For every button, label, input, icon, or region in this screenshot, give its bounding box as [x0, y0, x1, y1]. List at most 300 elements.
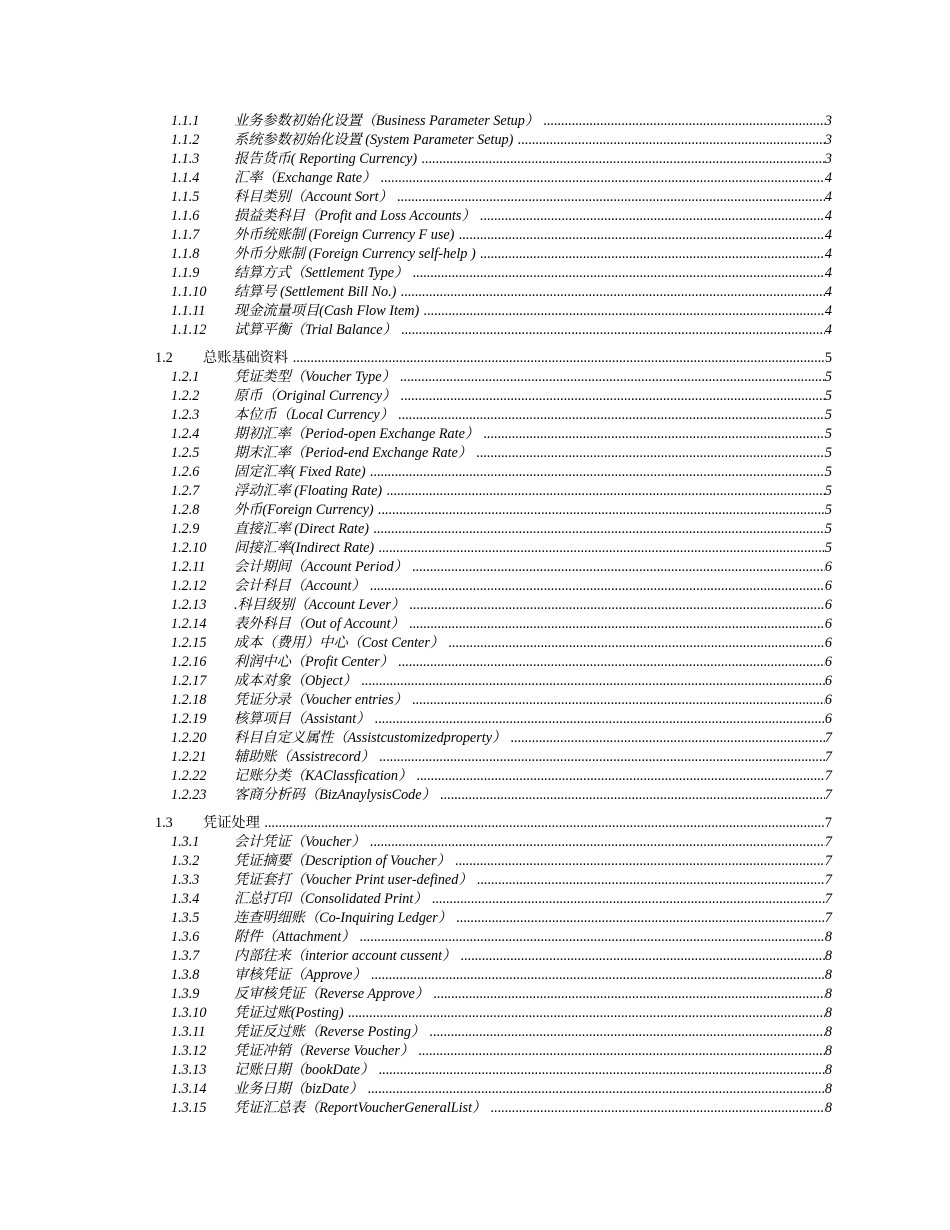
toc-page-number-cell	[820, 406, 832, 425]
toc-entry-title-leader	[203, 814, 832, 833]
toc-entry-title: 汇总打印（Consolidated Print）	[234, 891, 428, 907]
toc-section-entry[interactable]	[0, 814, 950, 833]
toc-entry-number: 1.3.6	[171, 929, 200, 945]
toc-entry-title-leader	[234, 207, 832, 226]
toc-entry-title-leader	[234, 406, 832, 425]
toc-page-number-cell	[820, 634, 832, 653]
toc-entry-title-leader	[234, 539, 832, 558]
toc-entry-title: 本位币（Local Currency）	[234, 407, 394, 423]
toc-page-number-cell	[820, 966, 832, 985]
toc-entry-title-leader	[234, 368, 832, 387]
toc-entry-number: 1.1.3	[171, 151, 200, 167]
toc-entry-title: 损益类科目（Profit and Loss Accounts）	[234, 208, 476, 224]
toc-page-number: 8	[824, 1024, 832, 1040]
toc-page-number-cell	[820, 852, 832, 871]
toc-entry[interactable]	[0, 188, 950, 207]
toc-entry-title-leader	[234, 767, 832, 786]
toc-entry-title: 固定汇率( Fixed Rate)	[234, 464, 366, 480]
toc-entry-title-leader	[234, 786, 832, 805]
toc-entry-title: 表外科目（Out of Account）	[234, 616, 405, 632]
toc-entry-title: 记账分类（KAClassfication）	[234, 768, 413, 784]
toc-page-number: 3	[824, 113, 832, 129]
toc-entry-title: 期初汇率（Period-open Exchange Rate）	[234, 426, 480, 442]
toc-entry-number: 1.1.11	[171, 303, 206, 319]
toc-entry[interactable]	[0, 368, 950, 387]
toc-page-number: 4	[824, 170, 832, 186]
toc-entry-title-leader	[234, 852, 832, 871]
toc-entry-title: 成本对象（Object）	[234, 673, 357, 689]
toc-entry-title-leader	[234, 302, 832, 321]
toc-entry-title: 间接汇率(Indirect Rate)	[234, 540, 375, 556]
toc-page-number-cell	[820, 814, 832, 833]
toc-entry-number: 1.1.6	[171, 208, 200, 224]
toc-entry-title: 业务参数初始化设置（Business Parameter Setup）	[234, 113, 540, 129]
toc-entry-title: 会计凭证（Voucher）	[234, 834, 366, 850]
toc-entry-title: 现金流量项目(Cash Flow Item)	[234, 303, 420, 319]
toc-entry-title: .科目级别（Account Lever）	[234, 597, 406, 613]
toc-page-number-cell	[820, 321, 832, 340]
toc-entry-number: 1.2.4	[171, 426, 200, 442]
toc-entry-number: 1.2.7	[171, 483, 200, 499]
toc-page-number: 4	[824, 265, 832, 281]
toc-page-number: 5	[824, 388, 832, 404]
toc-entry-title-leader	[234, 264, 832, 283]
toc-page-number-cell	[820, 1004, 832, 1023]
toc-entry-title-leader	[234, 1080, 832, 1099]
toc-page-number-cell	[820, 748, 832, 767]
toc-page-number-cell	[820, 909, 832, 928]
toc-entry-title-leader	[234, 444, 832, 463]
toc-page-number-cell	[820, 463, 832, 482]
toc-entry-title: 成本（费用）中心（Cost Center）	[234, 635, 445, 651]
toc-page-number-cell	[820, 349, 832, 368]
toc-entry-number: 1.2.2	[171, 388, 200, 404]
toc-entry-title: 外币分账制 (Foreign Currency self-help )	[234, 246, 476, 262]
toc-entry-title: 外币统账制 (Foreign Currency F use)	[234, 227, 455, 243]
toc-entry[interactable]	[0, 539, 950, 558]
toc-page-number-cell	[820, 786, 832, 805]
toc-entry-number: 1.3.2	[171, 853, 200, 869]
toc-entry-title-leader	[234, 1023, 832, 1042]
toc-page-number: 6	[824, 578, 832, 594]
toc-page-number-cell	[820, 368, 832, 387]
toc-entry-title: 凭证套打（Voucher Print user-defined）	[234, 872, 473, 888]
toc-entry-number: 1.2.21	[171, 749, 207, 765]
toc-entry[interactable]	[0, 283, 950, 302]
toc-page-number: 7	[824, 749, 832, 765]
toc-page-number: 7	[824, 834, 832, 850]
toc-page-number: 5	[824, 369, 832, 385]
toc-entry-title: 试算平衡（Trial Balance）	[234, 322, 397, 338]
toc-page-number-cell	[820, 985, 832, 1004]
toc-entry-number: 1.2.18	[171, 692, 207, 708]
toc-page-number-cell	[820, 387, 832, 406]
toc-entry-title-leader	[234, 1004, 832, 1023]
toc-page-number-cell	[820, 1061, 832, 1080]
toc-entry-title-leader	[234, 501, 832, 520]
toc-entry-title-leader	[234, 1061, 832, 1080]
toc-entry-title-leader	[234, 653, 832, 672]
toc-entry-number: 1.2.15	[171, 635, 207, 651]
toc-entry[interactable]	[0, 425, 950, 444]
toc-entry[interactable]	[0, 1042, 950, 1061]
toc-entry-title: 系统参数初始化设置 (System Parameter Setup)	[234, 132, 514, 148]
toc-entry-title: 审核凭证（Approve）	[234, 967, 367, 983]
toc-entry[interactable]	[0, 1080, 950, 1099]
toc-entry-number: 1.3.12	[171, 1043, 207, 1059]
toc-entry-number: 1.1.7	[171, 227, 200, 243]
toc-entry-number: 1.2.8	[171, 502, 200, 518]
toc-page-number-cell	[820, 207, 832, 226]
toc-page-number: 5	[824, 521, 832, 537]
toc-entry-title-leader	[234, 909, 832, 928]
toc-page-number-cell	[820, 539, 832, 558]
toc-entry-title-leader	[234, 169, 832, 188]
toc-page-number: 8	[824, 1100, 832, 1116]
toc-page-number-cell	[820, 596, 832, 615]
toc-entry[interactable]	[0, 482, 950, 501]
toc-page-number: 4	[824, 284, 832, 300]
toc-page-number: 4	[824, 322, 832, 338]
toc-page-number: 7	[824, 872, 832, 888]
toc-entry[interactable]	[0, 463, 950, 482]
toc-entry-title-leader	[234, 729, 832, 748]
toc-entry-title: 反审核凭证（Reverse Approve）	[234, 986, 430, 1002]
toc-entry[interactable]	[0, 501, 950, 520]
toc-entry[interactable]	[0, 729, 950, 748]
toc-page-number-cell	[820, 444, 832, 463]
toc-entry-number: 1.2.11	[171, 559, 206, 575]
toc-entry-title: 凭证过账(Posting)	[234, 1005, 344, 1021]
toc-page-number-cell	[820, 1042, 832, 1061]
toc-page-number: 6	[824, 635, 832, 651]
toc-entry[interactable]	[0, 245, 950, 264]
toc-section-entry[interactable]	[0, 349, 950, 368]
toc-entry-title-leader	[234, 1099, 832, 1118]
table-of-contents	[0, 112, 950, 1118]
toc-entry[interactable]	[0, 387, 950, 406]
toc-entry[interactable]	[0, 207, 950, 226]
toc-entry-number: 1.3	[155, 815, 173, 831]
toc-entry-number: 1.2.6	[171, 464, 200, 480]
toc-page-number: 6	[824, 711, 832, 727]
toc-entry-title-leader	[234, 131, 832, 150]
toc-entry-title: 凭证汇总表（ReportVoucherGeneralList）	[234, 1100, 487, 1116]
toc-entry[interactable]	[0, 947, 950, 966]
toc-entry-number: 1.1.9	[171, 265, 200, 281]
toc-entry-number: 1.3.14	[171, 1081, 207, 1097]
toc-entry[interactable]	[0, 985, 950, 1004]
toc-entry-title: 期末汇率（Period-end Exchange Rate）	[234, 445, 472, 461]
toc-page-number-cell	[820, 710, 832, 729]
toc-entry-number: 1.2.5	[171, 445, 200, 461]
toc-page-number: 8	[824, 1081, 832, 1097]
toc-page-number: 6	[824, 654, 832, 670]
toc-entry[interactable]	[0, 1023, 950, 1042]
toc-page-number-cell	[820, 425, 832, 444]
toc-entry-title: 客商分析码（BizAnaylysisCode）	[234, 787, 436, 803]
toc-entry-title-leader	[234, 387, 832, 406]
toc-page-number: 4	[824, 246, 832, 262]
toc-entry-title: 辅助账（Assistrecord）	[234, 749, 375, 765]
toc-page-number-cell	[820, 947, 832, 966]
toc-entry-title: 凭证冲销（Reverse Voucher）	[234, 1043, 415, 1059]
toc-entry-title-leader	[234, 150, 832, 169]
toc-entry[interactable]	[0, 909, 950, 928]
toc-entry-number: 1.3.1	[171, 834, 200, 850]
toc-page-number: 7	[824, 787, 832, 803]
toc-entry-number: 1.3.15	[171, 1100, 207, 1116]
toc-entry[interactable]	[0, 653, 950, 672]
toc-entry[interactable]	[0, 710, 950, 729]
toc-page-number-cell	[820, 833, 832, 852]
toc-page-number: 8	[824, 948, 832, 964]
toc-page-number-cell	[820, 302, 832, 321]
toc-page-number: 7	[824, 891, 832, 907]
toc-page-number-cell	[820, 150, 832, 169]
toc-entry-number: 1.2.17	[171, 673, 207, 689]
toc-page-number: 5	[824, 426, 832, 442]
toc-entry-number: 1.2.23	[171, 787, 207, 803]
toc-page-number: 3	[824, 151, 832, 167]
toc-entry[interactable]	[0, 321, 950, 340]
toc-page-number: 5	[824, 502, 832, 518]
toc-page-number: 5	[824, 464, 832, 480]
toc-entry-title-leader	[234, 710, 832, 729]
toc-entry-title: 凭证反过账（Reverse Posting）	[234, 1024, 426, 1040]
toc-page-number: 7	[824, 730, 832, 746]
toc-entry[interactable]	[0, 169, 950, 188]
toc-entry-number: 1.2.13	[171, 597, 207, 613]
toc-page-number: 5	[824, 350, 832, 366]
toc-page-number: 8	[824, 1043, 832, 1059]
toc-entry[interactable]	[0, 966, 950, 985]
toc-entry-title: 汇率（Exchange Rate）	[234, 170, 377, 186]
toc-entry[interactable]	[0, 852, 950, 871]
toc-page-number-cell	[820, 615, 832, 634]
toc-page-number-cell	[820, 520, 832, 539]
toc-page-number: 8	[824, 1062, 832, 1078]
toc-entry-title-leader	[234, 928, 832, 947]
toc-entry-title-leader	[234, 520, 832, 539]
toc-page-number: 8	[824, 1005, 832, 1021]
toc-entry-title: 利润中心（Profit Center）	[234, 654, 394, 670]
toc-entry-number: 1.3.13	[171, 1062, 207, 1078]
toc-entry-number: 1.2.19	[171, 711, 207, 727]
toc-entry-title-leader	[234, 615, 832, 634]
toc-entry-number: 1.2.1	[171, 369, 200, 385]
toc-page-number: 7	[824, 910, 832, 926]
toc-entry-title: 连查明细账（Co-Inquiring Ledger）	[234, 910, 452, 926]
toc-page-number-cell	[820, 226, 832, 245]
toc-page-number: 4	[824, 227, 832, 243]
toc-page-number: 4	[824, 208, 832, 224]
toc-entry-number: 1.2.14	[171, 616, 207, 632]
toc-entry-title: 内部往来（interior account cussent）	[234, 948, 457, 964]
toc-entry-number: 1.3.3	[171, 872, 200, 888]
toc-entry-title-leader	[234, 112, 832, 131]
toc-entry[interactable]	[0, 634, 950, 653]
toc-page-number: 6	[824, 597, 832, 613]
toc-entry-number: 1.1.4	[171, 170, 200, 186]
toc-entry[interactable]	[0, 226, 950, 245]
toc-entry[interactable]	[0, 131, 950, 150]
toc-entry[interactable]	[0, 691, 950, 710]
toc-page-number-cell	[820, 1099, 832, 1118]
toc-entry-title-leader	[234, 748, 832, 767]
toc-entry-title: 业务日期（bizDate）	[234, 1081, 364, 1097]
toc-entry[interactable]	[0, 1004, 950, 1023]
toc-entry-title: 直接汇率 (Direct Rate)	[234, 521, 370, 537]
toc-page-number-cell	[820, 558, 832, 577]
toc-entry[interactable]	[0, 444, 950, 463]
toc-entry[interactable]	[0, 596, 950, 615]
toc-entry[interactable]	[0, 406, 950, 425]
toc-entry-title-leader	[234, 966, 832, 985]
toc-entry[interactable]	[0, 767, 950, 786]
toc-entry[interactable]	[0, 577, 950, 596]
toc-entry-title: 核算项目（Assistant）	[234, 711, 371, 727]
toc-entry-title: 会计科目（Account）	[234, 578, 366, 594]
toc-page-number-cell	[820, 890, 832, 909]
toc-page-number: 5	[824, 540, 832, 556]
toc-entry[interactable]	[0, 928, 950, 947]
toc-entry[interactable]	[0, 302, 950, 321]
toc-page-number-cell	[820, 245, 832, 264]
toc-entry-title: 凭证分录（Voucher entries）	[234, 692, 408, 708]
toc-page-number-cell	[820, 501, 832, 520]
toc-page-number-cell	[820, 112, 832, 131]
toc-entry-title-leader	[234, 283, 832, 302]
toc-page-number-cell	[820, 767, 832, 786]
toc-entry[interactable]	[0, 786, 950, 805]
toc-page-number-cell	[820, 672, 832, 691]
toc-page-number: 3	[824, 132, 832, 148]
toc-entry[interactable]	[0, 264, 950, 283]
toc-entry-number: 1.3.8	[171, 967, 200, 983]
toc-page-number: 4	[824, 189, 832, 205]
toc-page-number-cell	[820, 577, 832, 596]
toc-entry-title: 科目自定义属性（Assistcustomizedproperty）	[234, 730, 507, 746]
toc-entry-title-leader	[234, 226, 832, 245]
toc-entry[interactable]	[0, 615, 950, 634]
toc-entry-number: 1.2.9	[171, 521, 200, 537]
toc-entry[interactable]	[0, 748, 950, 767]
toc-entry-title: 记账日期（bookDate）	[234, 1062, 375, 1078]
toc-entry-title-leader	[234, 425, 832, 444]
toc-entry[interactable]	[0, 672, 950, 691]
toc-entry-number: 1.2.3	[171, 407, 200, 423]
toc-entry[interactable]	[0, 833, 950, 852]
toc-entry[interactable]	[0, 1061, 950, 1080]
toc-entry-title-leader	[234, 245, 832, 264]
toc-entry-title-leader	[234, 947, 832, 966]
toc-entry-number: 1.3.10	[171, 1005, 207, 1021]
toc-entry-title: 浮动汇率 (Floating Rate)	[234, 483, 383, 499]
toc-entry[interactable]	[0, 871, 950, 890]
toc-entry-number: 1.1.8	[171, 246, 200, 262]
toc-entry-title-leader	[234, 596, 832, 615]
toc-entry-title: 凭证处理	[203, 815, 260, 831]
toc-page-number-cell	[820, 928, 832, 947]
toc-entry-number: 1.3.4	[171, 891, 200, 907]
toc-page-number: 8	[824, 986, 832, 1002]
toc-entry-number: 1.1.2	[171, 132, 200, 148]
toc-page-number-cell	[820, 871, 832, 890]
toc-entry-number: 1.2.20	[171, 730, 207, 746]
toc-entry-number: 1.1.1	[171, 113, 200, 129]
toc-entry-number: 1.2.12	[171, 578, 207, 594]
toc-entry-title: 结算号 (Settlement Bill No.)	[234, 284, 397, 300]
toc-page-number-cell	[820, 188, 832, 207]
toc-page-number-cell	[820, 482, 832, 501]
toc-entry[interactable]	[0, 112, 950, 131]
toc-page-number-cell	[820, 264, 832, 283]
toc-page-number: 7	[824, 815, 832, 831]
toc-entry-title: 附件（Attachment）	[234, 929, 356, 945]
toc-entry-number: 1.1.5	[171, 189, 200, 205]
toc-entry[interactable]	[0, 520, 950, 539]
toc-entry[interactable]	[0, 150, 950, 169]
toc-entry-title-leader	[234, 871, 832, 890]
toc-page-number: 6	[824, 616, 832, 632]
toc-entry-title-leader	[234, 985, 832, 1004]
toc-entry[interactable]	[0, 1099, 950, 1118]
toc-entry-title-leader	[234, 188, 832, 207]
toc-page-number-cell	[820, 1080, 832, 1099]
toc-page-number-cell	[820, 169, 832, 188]
toc-page-number-cell	[820, 653, 832, 672]
toc-entry-title-leader	[234, 833, 832, 852]
toc-page-number-cell	[820, 131, 832, 150]
toc-entry-number: 1.2.10	[171, 540, 207, 556]
toc-entry[interactable]	[0, 558, 950, 577]
toc-page-number: 5	[824, 445, 832, 461]
toc-page-number-cell	[820, 729, 832, 748]
toc-page-number-cell	[820, 283, 832, 302]
toc-entry-number: 1.1.12	[171, 322, 207, 338]
toc-entry-number: 1.2.16	[171, 654, 207, 670]
toc-page-number: 6	[824, 673, 832, 689]
toc-entry[interactable]	[0, 890, 950, 909]
toc-entry-title: 凭证类型（Voucher Type）	[234, 369, 396, 385]
toc-entry-title-leader	[234, 321, 832, 340]
toc-entry-title-leader	[234, 577, 832, 596]
toc-entry-number: 1.2.22	[171, 768, 207, 784]
toc-entry-title-leader	[234, 691, 832, 710]
toc-page-number: 8	[824, 929, 832, 945]
toc-entry-number: 1.2	[155, 350, 173, 366]
toc-entry-title: 凭证摘要（Description of Voucher）	[234, 853, 451, 869]
toc-page-number: 7	[824, 853, 832, 869]
toc-entry-title-leader	[234, 634, 832, 653]
toc-page-number-cell	[820, 1023, 832, 1042]
toc-page-number: 5	[824, 483, 832, 499]
toc-page-number-cell	[820, 691, 832, 710]
toc-entry-title: 总账基础资料	[203, 350, 289, 366]
toc-page-number: 4	[824, 303, 832, 319]
toc-page-number: 7	[824, 768, 832, 784]
toc-entry-number: 1.3.5	[171, 910, 200, 926]
toc-entry-title: 原币（Original Currency）	[234, 388, 397, 404]
toc-entry-title-leader	[203, 349, 832, 368]
toc-entry-title-leader	[234, 558, 832, 577]
toc-page-number: 6	[824, 559, 832, 575]
toc-entry-number: 1.3.7	[171, 948, 200, 964]
toc-entry-number: 1.1.10	[171, 284, 207, 300]
toc-entry-number: 1.3.9	[171, 986, 200, 1002]
toc-entry-title: 科目类别（Account Sort）	[234, 189, 393, 205]
